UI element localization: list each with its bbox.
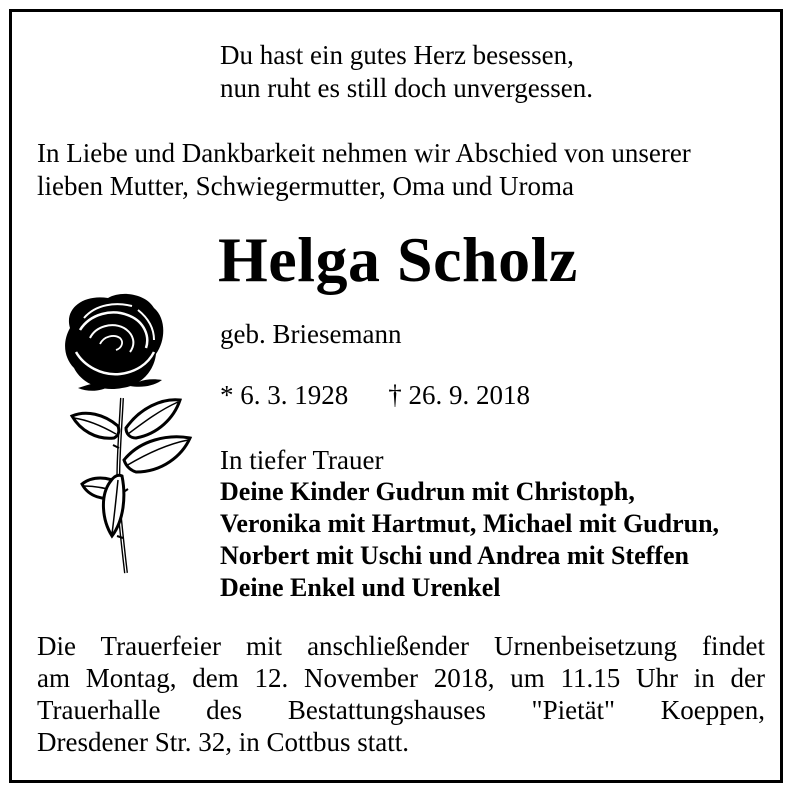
- deceased-name: Helga Scholz: [218, 224, 578, 295]
- service-line: Trauerhalle des Bestattungshauses "Pietät" Koeppen,: [37, 695, 765, 725]
- poem: [220, 39, 593, 105]
- intro-line: In Liebe und Dankbarkeit nehmen wir Abschied von unserer: [37, 138, 691, 168]
- maiden-name: geb. Briesemann: [220, 319, 402, 349]
- mourners-heading: In tiefer Trauer: [220, 445, 384, 475]
- service-line: Die Trauerfeier mit anschließender Urnenbeisetzung findet: [37, 631, 765, 661]
- obituary-frame: [9, 9, 783, 783]
- rose-icon: [50, 288, 200, 578]
- mourner-line: Veronika mit Hartmut, Michael mit Gudrun,: [220, 509, 720, 538]
- intro-line: lieben Mutter, Schwiegermutter, Oma und Uroma: [37, 171, 574, 201]
- poem-line: Du hast ein gutes Herz besessen,: [220, 40, 574, 70]
- service-line: am Montag, dem 12. November 2018, um 11.15 Uhr in der: [37, 663, 765, 693]
- mourner-line: Norbert mit Uschi und Andrea mit Steffen: [220, 541, 689, 570]
- service-notice: [37, 630, 765, 758]
- mourner-line: Deine Kinder Gudrun mit Christoph,: [220, 477, 635, 506]
- poem-line: nun ruht es still doch unvergessen.: [220, 73, 593, 103]
- service-line: Dresdener Str. 32, in Cottbus statt.: [37, 727, 409, 757]
- mourner-line: Deine Enkel und Urenkel: [220, 573, 501, 602]
- mourners-block: [220, 444, 719, 604]
- life-dates: [220, 379, 530, 412]
- birth-date: * 6. 3. 1928: [220, 380, 349, 410]
- intro-text: [37, 137, 767, 203]
- death-date: † 26. 9. 2018: [388, 380, 530, 410]
